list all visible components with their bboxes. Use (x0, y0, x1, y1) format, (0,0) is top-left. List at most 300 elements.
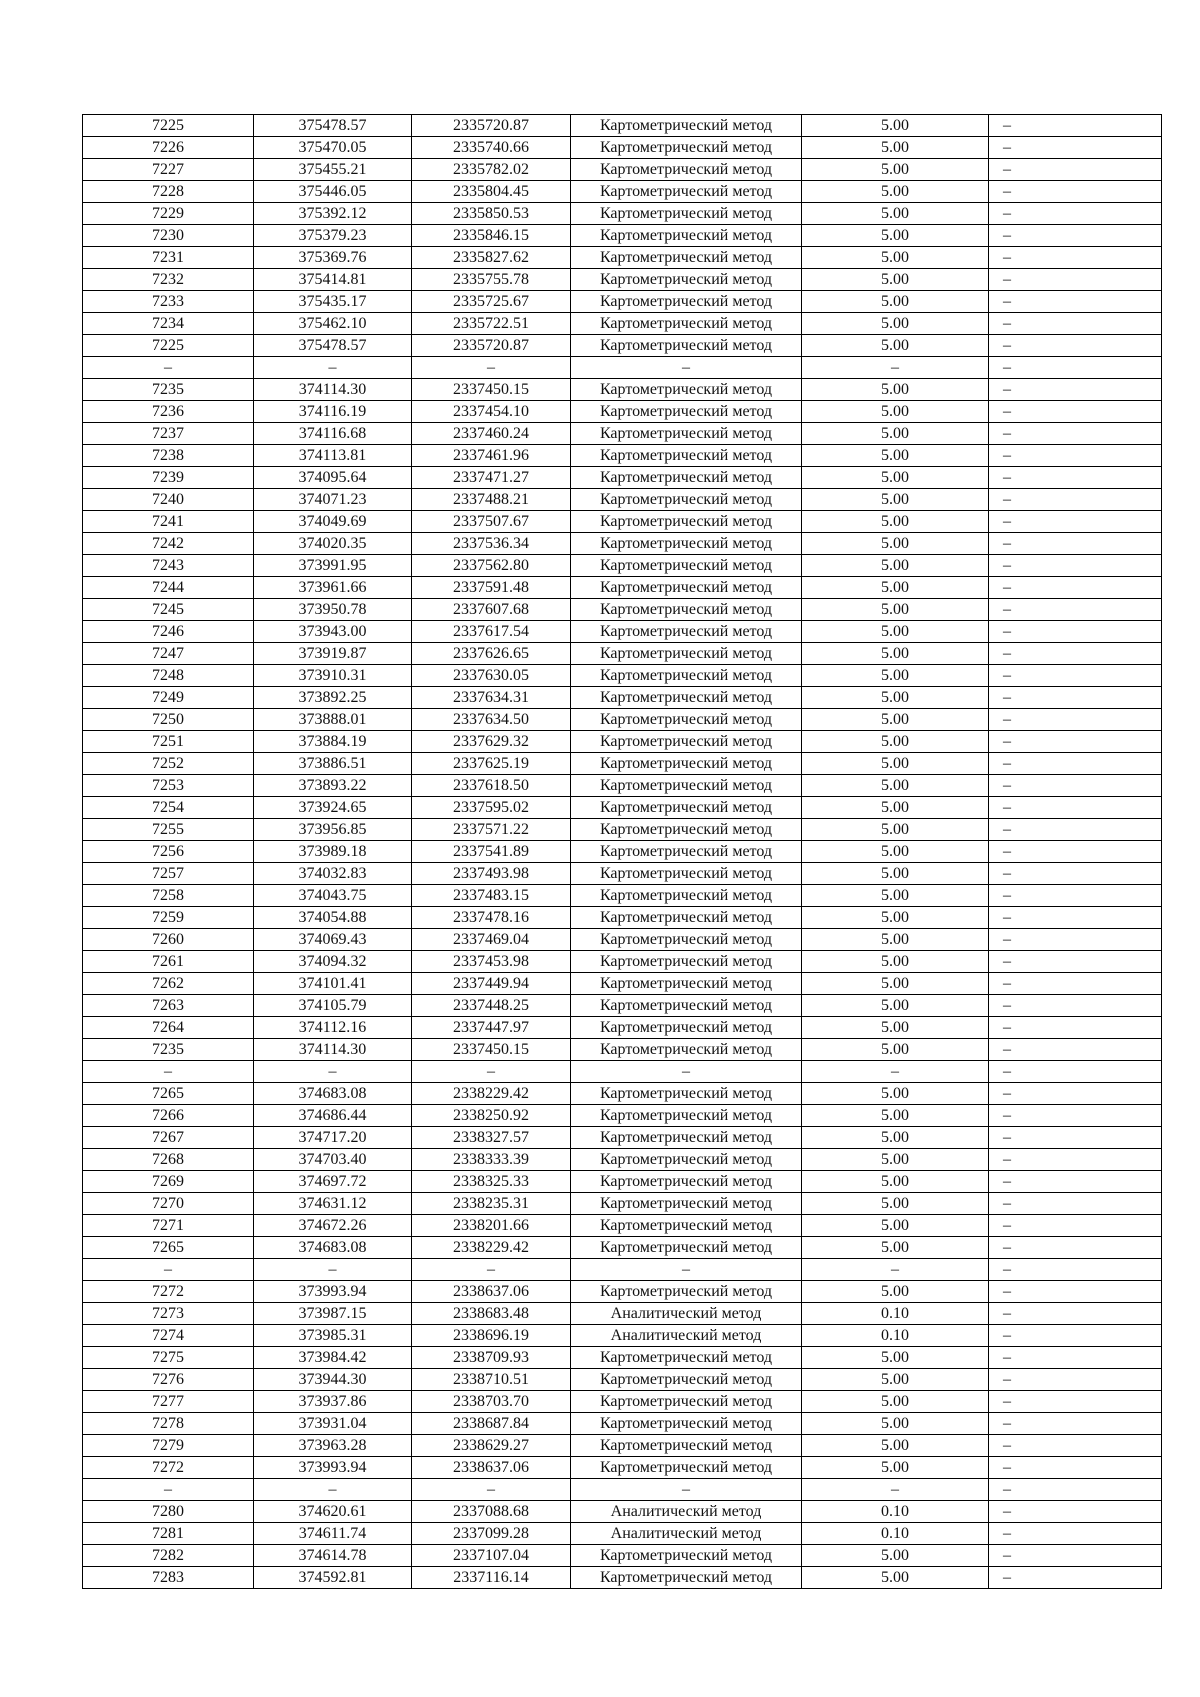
table-row (83, 1567, 1162, 1589)
y-coordinate-cell: 2337450.15 (412, 1039, 571, 1061)
point-number-cell: 7231 (83, 247, 254, 269)
description-cell: – (989, 467, 1162, 489)
method-cell: Картометрический метод (571, 445, 802, 467)
description-cell: – (989, 357, 1162, 379)
method-cell: – (571, 1479, 802, 1501)
description-cell: – (989, 269, 1162, 291)
table-row (83, 841, 1162, 863)
description-cell: – (989, 929, 1162, 951)
method-cell: Аналитический метод (571, 1303, 802, 1325)
accuracy-cell: 5.00 (802, 401, 989, 423)
x-coordinate-cell: 373910.31 (254, 665, 412, 687)
accuracy-cell: 5.00 (802, 775, 989, 797)
accuracy-cell: 0.10 (802, 1303, 989, 1325)
point-number-cell: 7241 (83, 511, 254, 533)
accuracy-cell: 5.00 (802, 731, 989, 753)
y-coordinate-cell: 2337629.32 (412, 731, 571, 753)
point-number-cell: 7226 (83, 137, 254, 159)
method-cell: Картометрический метод (571, 181, 802, 203)
accuracy-cell: 5.00 (802, 115, 989, 137)
accuracy-cell: 5.00 (802, 951, 989, 973)
x-coordinate-cell: 374114.30 (254, 1039, 412, 1061)
method-cell: Картометрический метод (571, 1083, 802, 1105)
table-row (83, 533, 1162, 555)
y-coordinate-cell: 2338250.92 (412, 1105, 571, 1127)
method-cell: Картометрический метод (571, 1127, 802, 1149)
table-row (83, 577, 1162, 599)
method-cell: Картометрический метод (571, 1545, 802, 1567)
table-row (83, 379, 1162, 401)
accuracy-cell: 5.00 (802, 1457, 989, 1479)
point-number-cell: 7264 (83, 1017, 254, 1039)
method-cell: Картометрический метод (571, 115, 802, 137)
method-cell: Картометрический метод (571, 313, 802, 335)
point-number-cell: 7269 (83, 1171, 254, 1193)
accuracy-cell: 5.00 (802, 709, 989, 731)
method-cell: Картометрический метод (571, 1215, 802, 1237)
description-cell: – (989, 137, 1162, 159)
x-coordinate-cell: 375392.12 (254, 203, 412, 225)
table-row (83, 621, 1162, 643)
x-coordinate-cell: 374113.81 (254, 445, 412, 467)
method-cell: Картометрический метод (571, 247, 802, 269)
description-cell: – (989, 709, 1162, 731)
x-coordinate-cell: 374592.81 (254, 1567, 412, 1589)
description-cell: – (989, 951, 1162, 973)
point-number-cell: 7230 (83, 225, 254, 247)
coordinates-table-body (83, 115, 1162, 1589)
x-coordinate-cell: 374020.35 (254, 533, 412, 555)
x-coordinate-cell: 373950.78 (254, 599, 412, 621)
y-coordinate-cell: 2337591.48 (412, 577, 571, 599)
method-cell: Картометрический метод (571, 1435, 802, 1457)
accuracy-cell: – (802, 1259, 989, 1281)
description-cell: – (989, 1303, 1162, 1325)
point-number-cell: 7233 (83, 291, 254, 313)
y-coordinate-cell: 2335722.51 (412, 313, 571, 335)
accuracy-cell: 5.00 (802, 1413, 989, 1435)
description-cell: – (989, 1171, 1162, 1193)
accuracy-cell: 5.00 (802, 159, 989, 181)
description-cell: – (989, 159, 1162, 181)
table-row (83, 1039, 1162, 1061)
description-cell: – (989, 555, 1162, 577)
description-cell: – (989, 885, 1162, 907)
point-number-cell: 7262 (83, 973, 254, 995)
method-cell: Картометрический метод (571, 1567, 802, 1589)
method-cell: Картометрический метод (571, 423, 802, 445)
x-coordinate-cell: 374620.61 (254, 1501, 412, 1523)
x-coordinate-cell: 374071.23 (254, 489, 412, 511)
point-number-cell: 7252 (83, 753, 254, 775)
y-coordinate-cell: 2338696.19 (412, 1325, 571, 1347)
accuracy-cell: 5.00 (802, 379, 989, 401)
description-cell: – (989, 1479, 1162, 1501)
table-row (83, 1237, 1162, 1259)
y-coordinate-cell: 2337618.50 (412, 775, 571, 797)
method-cell: Картометрический метод (571, 1347, 802, 1369)
method-cell: Картометрический метод (571, 643, 802, 665)
table-row (83, 665, 1162, 687)
accuracy-cell: 0.10 (802, 1523, 989, 1545)
description-cell: – (989, 379, 1162, 401)
y-coordinate-cell: 2337562.80 (412, 555, 571, 577)
x-coordinate-cell: 374069.43 (254, 929, 412, 951)
point-number-cell: 7276 (83, 1369, 254, 1391)
accuracy-cell: 5.00 (802, 489, 989, 511)
description-cell: – (989, 511, 1162, 533)
description-cell: – (989, 291, 1162, 313)
description-cell: – (989, 973, 1162, 995)
y-coordinate-cell: 2337625.19 (412, 753, 571, 775)
y-coordinate-cell: 2335755.78 (412, 269, 571, 291)
description-cell: – (989, 1039, 1162, 1061)
x-coordinate-cell: 374105.79 (254, 995, 412, 1017)
x-coordinate-cell: 373956.85 (254, 819, 412, 841)
description-cell: – (989, 1391, 1162, 1413)
accuracy-cell: 5.00 (802, 1149, 989, 1171)
method-cell: Картометрический метод (571, 269, 802, 291)
method-cell: Картометрический метод (571, 1391, 802, 1413)
description-cell: – (989, 423, 1162, 445)
accuracy-cell: 5.00 (802, 137, 989, 159)
table-row (83, 181, 1162, 203)
description-cell: – (989, 1435, 1162, 1457)
point-number-cell: 7258 (83, 885, 254, 907)
y-coordinate-cell: 2337450.15 (412, 379, 571, 401)
accuracy-cell: 5.00 (802, 1105, 989, 1127)
table-row (83, 1083, 1162, 1105)
point-number-cell: 7249 (83, 687, 254, 709)
table-row (83, 1435, 1162, 1457)
x-coordinate-cell: 373886.51 (254, 753, 412, 775)
x-coordinate-cell: 373893.22 (254, 775, 412, 797)
method-cell: Картометрический метод (571, 1281, 802, 1303)
accuracy-cell: 5.00 (802, 907, 989, 929)
description-cell: – (989, 1127, 1162, 1149)
table-row (83, 951, 1162, 973)
point-number-cell: 7274 (83, 1325, 254, 1347)
method-cell: Картометрический метод (571, 533, 802, 555)
point-number-cell: – (83, 1259, 254, 1281)
table-row (83, 1171, 1162, 1193)
x-coordinate-cell: 374095.64 (254, 467, 412, 489)
method-cell: Картометрический метод (571, 819, 802, 841)
x-coordinate-cell: 374683.08 (254, 1083, 412, 1105)
x-coordinate-cell: 374631.12 (254, 1193, 412, 1215)
method-cell: Аналитический метод (571, 1523, 802, 1545)
table-row (83, 973, 1162, 995)
x-coordinate-cell: 373944.30 (254, 1369, 412, 1391)
x-coordinate-cell: 374043.75 (254, 885, 412, 907)
method-cell: Картометрический метод (571, 753, 802, 775)
description-cell: – (989, 1215, 1162, 1237)
y-coordinate-cell: 2337571.22 (412, 819, 571, 841)
method-cell: Картометрический метод (571, 577, 802, 599)
description-cell: – (989, 797, 1162, 819)
y-coordinate-cell: 2338629.27 (412, 1435, 571, 1457)
x-coordinate-cell: 373888.01 (254, 709, 412, 731)
point-number-cell: 7278 (83, 1413, 254, 1435)
description-cell: – (989, 1105, 1162, 1127)
description-cell: – (989, 753, 1162, 775)
y-coordinate-cell: 2337630.05 (412, 665, 571, 687)
table-row (83, 797, 1162, 819)
x-coordinate-cell: 373993.94 (254, 1281, 412, 1303)
point-number-cell: – (83, 357, 254, 379)
point-number-cell: 7247 (83, 643, 254, 665)
x-coordinate-cell: 374614.78 (254, 1545, 412, 1567)
accuracy-cell: 5.00 (802, 1193, 989, 1215)
method-cell: Картометрический метод (571, 907, 802, 929)
y-coordinate-cell: 2337088.68 (412, 1501, 571, 1523)
x-coordinate-cell: 375470.05 (254, 137, 412, 159)
method-cell: Картометрический метод (571, 1193, 802, 1215)
y-coordinate-cell: 2335740.66 (412, 137, 571, 159)
method-cell: Картометрический метод (571, 599, 802, 621)
accuracy-cell: 5.00 (802, 577, 989, 599)
table-row (83, 687, 1162, 709)
table-row (83, 819, 1162, 841)
accuracy-cell: 5.00 (802, 313, 989, 335)
method-cell: Картометрический метод (571, 489, 802, 511)
table-row (83, 445, 1162, 467)
method-cell: – (571, 1061, 802, 1083)
x-coordinate-cell: 373991.95 (254, 555, 412, 577)
description-cell: – (989, 1457, 1162, 1479)
method-cell: Картометрический метод (571, 863, 802, 885)
method-cell: Картометрический метод (571, 709, 802, 731)
accuracy-cell: 5.00 (802, 423, 989, 445)
point-number-cell: 7273 (83, 1303, 254, 1325)
table-row (83, 1105, 1162, 1127)
table-row (83, 1193, 1162, 1215)
point-number-cell: 7265 (83, 1083, 254, 1105)
description-cell: – (989, 1369, 1162, 1391)
accuracy-cell: 5.00 (802, 1215, 989, 1237)
y-coordinate-cell: 2338683.48 (412, 1303, 571, 1325)
method-cell: Картометрический метод (571, 929, 802, 951)
point-number-cell: 7255 (83, 819, 254, 841)
y-coordinate-cell: 2338235.31 (412, 1193, 571, 1215)
point-number-cell: 7254 (83, 797, 254, 819)
y-coordinate-cell: – (412, 1259, 571, 1281)
description-cell: – (989, 995, 1162, 1017)
method-cell: Картометрический метод (571, 797, 802, 819)
y-coordinate-cell: 2338201.66 (412, 1215, 571, 1237)
point-number-cell: 7253 (83, 775, 254, 797)
y-coordinate-cell: 2337488.21 (412, 489, 571, 511)
point-number-cell: 7267 (83, 1127, 254, 1149)
x-coordinate-cell: 373884.19 (254, 731, 412, 753)
table-row (83, 137, 1162, 159)
x-coordinate-cell: 374683.08 (254, 1237, 412, 1259)
description-cell: – (989, 313, 1162, 335)
description-cell: – (989, 687, 1162, 709)
point-number-cell: 7259 (83, 907, 254, 929)
method-cell: Картометрический метод (571, 379, 802, 401)
method-cell: Картометрический метод (571, 1457, 802, 1479)
y-coordinate-cell: 2335782.02 (412, 159, 571, 181)
y-coordinate-cell: 2337634.31 (412, 687, 571, 709)
description-cell: – (989, 731, 1162, 753)
description-cell: – (989, 1281, 1162, 1303)
x-coordinate-cell: – (254, 357, 412, 379)
accuracy-cell: 5.00 (802, 819, 989, 841)
x-coordinate-cell: 374112.16 (254, 1017, 412, 1039)
description-cell: – (989, 775, 1162, 797)
accuracy-cell: 5.00 (802, 1237, 989, 1259)
x-coordinate-cell: 373943.00 (254, 621, 412, 643)
description-cell: – (989, 1347, 1162, 1369)
y-coordinate-cell: 2338229.42 (412, 1237, 571, 1259)
table-row (83, 885, 1162, 907)
description-cell: – (989, 665, 1162, 687)
x-coordinate-cell: 375435.17 (254, 291, 412, 313)
accuracy-cell: 5.00 (802, 995, 989, 1017)
y-coordinate-cell: 2337449.94 (412, 973, 571, 995)
description-cell: – (989, 335, 1162, 357)
description-cell: – (989, 1237, 1162, 1259)
table-row (83, 1391, 1162, 1413)
point-number-cell: 7272 (83, 1457, 254, 1479)
point-number-cell: 7261 (83, 951, 254, 973)
description-cell: – (989, 1523, 1162, 1545)
point-number-cell: 7240 (83, 489, 254, 511)
table-row (83, 225, 1162, 247)
point-number-cell: 7235 (83, 379, 254, 401)
description-cell: – (989, 1149, 1162, 1171)
method-cell: – (571, 1259, 802, 1281)
point-number-cell: 7248 (83, 665, 254, 687)
description-cell: – (989, 643, 1162, 665)
y-coordinate-cell: – (412, 1061, 571, 1083)
table-row (83, 907, 1162, 929)
point-number-cell: 7227 (83, 159, 254, 181)
point-number-cell: 7225 (83, 115, 254, 137)
accuracy-cell: 5.00 (802, 225, 989, 247)
y-coordinate-cell: 2335725.67 (412, 291, 571, 313)
y-coordinate-cell: 2337469.04 (412, 929, 571, 951)
accuracy-cell: 5.00 (802, 665, 989, 687)
x-coordinate-cell: 374116.68 (254, 423, 412, 445)
accuracy-cell: 5.00 (802, 181, 989, 203)
point-number-cell: 7250 (83, 709, 254, 731)
method-cell: Картометрический метод (571, 1369, 802, 1391)
y-coordinate-cell: 2335804.45 (412, 181, 571, 203)
description-cell: – (989, 819, 1162, 841)
description-cell: – (989, 489, 1162, 511)
accuracy-cell: 5.00 (802, 1281, 989, 1303)
accuracy-cell: 5.00 (802, 797, 989, 819)
x-coordinate-cell: 374114.30 (254, 379, 412, 401)
accuracy-cell: – (802, 357, 989, 379)
accuracy-cell: 5.00 (802, 885, 989, 907)
method-cell: Картометрический метод (571, 203, 802, 225)
x-coordinate-cell: 373931.04 (254, 1413, 412, 1435)
method-cell: Картометрический метод (571, 731, 802, 753)
table-row (83, 1523, 1162, 1545)
y-coordinate-cell: – (412, 1479, 571, 1501)
method-cell: Картометрический метод (571, 555, 802, 577)
point-number-cell: 7256 (83, 841, 254, 863)
x-coordinate-cell: 373985.31 (254, 1325, 412, 1347)
x-coordinate-cell: 373919.87 (254, 643, 412, 665)
point-number-cell: 7275 (83, 1347, 254, 1369)
accuracy-cell: 5.00 (802, 555, 989, 577)
point-number-cell: 7242 (83, 533, 254, 555)
accuracy-cell: 5.00 (802, 1171, 989, 1193)
description-cell: – (989, 445, 1162, 467)
x-coordinate-cell: – (254, 1479, 412, 1501)
table-row (83, 269, 1162, 291)
coordinates-table (82, 114, 1162, 1589)
point-number-cell: 7281 (83, 1523, 254, 1545)
accuracy-cell: 5.00 (802, 1369, 989, 1391)
x-coordinate-cell: 375462.10 (254, 313, 412, 335)
description-cell: – (989, 1567, 1162, 1589)
method-cell: Аналитический метод (571, 1325, 802, 1347)
table-row (83, 401, 1162, 423)
method-cell: Картометрический метод (571, 1149, 802, 1171)
y-coordinate-cell: 2337453.98 (412, 951, 571, 973)
description-cell: – (989, 577, 1162, 599)
y-coordinate-cell: 2338687.84 (412, 1413, 571, 1435)
description-cell: – (989, 1413, 1162, 1435)
accuracy-cell: 5.00 (802, 841, 989, 863)
description-cell: – (989, 621, 1162, 643)
method-cell: Картометрический метод (571, 973, 802, 995)
point-number-cell: 7282 (83, 1545, 254, 1567)
y-coordinate-cell: 2335850.53 (412, 203, 571, 225)
method-cell: Картометрический метод (571, 885, 802, 907)
method-cell: Картометрический метод (571, 1105, 802, 1127)
x-coordinate-cell: 375369.76 (254, 247, 412, 269)
point-number-cell: 7235 (83, 1039, 254, 1061)
description-cell: – (989, 599, 1162, 621)
y-coordinate-cell: 2337607.68 (412, 599, 571, 621)
point-number-cell: 7244 (83, 577, 254, 599)
description-cell: – (989, 203, 1162, 225)
table-row (83, 731, 1162, 753)
x-coordinate-cell: 373984.42 (254, 1347, 412, 1369)
x-coordinate-cell: 374094.32 (254, 951, 412, 973)
point-number-cell: 7272 (83, 1281, 254, 1303)
point-number-cell: 7283 (83, 1567, 254, 1589)
method-cell: Картометрический метод (571, 687, 802, 709)
x-coordinate-cell: 374611.74 (254, 1523, 412, 1545)
accuracy-cell: 5.00 (802, 335, 989, 357)
y-coordinate-cell: 2337460.24 (412, 423, 571, 445)
description-cell: – (989, 1083, 1162, 1105)
accuracy-cell: 5.00 (802, 929, 989, 951)
y-coordinate-cell: 2337493.98 (412, 863, 571, 885)
point-number-cell: 7234 (83, 313, 254, 335)
point-number-cell: 7270 (83, 1193, 254, 1215)
x-coordinate-cell: 374717.20 (254, 1127, 412, 1149)
point-number-cell: 7251 (83, 731, 254, 753)
point-number-cell: – (83, 1479, 254, 1501)
x-coordinate-cell: 373987.15 (254, 1303, 412, 1325)
table-row (83, 929, 1162, 951)
table-row (83, 313, 1162, 335)
description-cell: – (989, 907, 1162, 929)
method-cell: Картометрический метод (571, 291, 802, 313)
x-coordinate-cell: 374032.83 (254, 863, 412, 885)
x-coordinate-cell: 374049.69 (254, 511, 412, 533)
table-row (83, 291, 1162, 313)
y-coordinate-cell: 2337541.89 (412, 841, 571, 863)
